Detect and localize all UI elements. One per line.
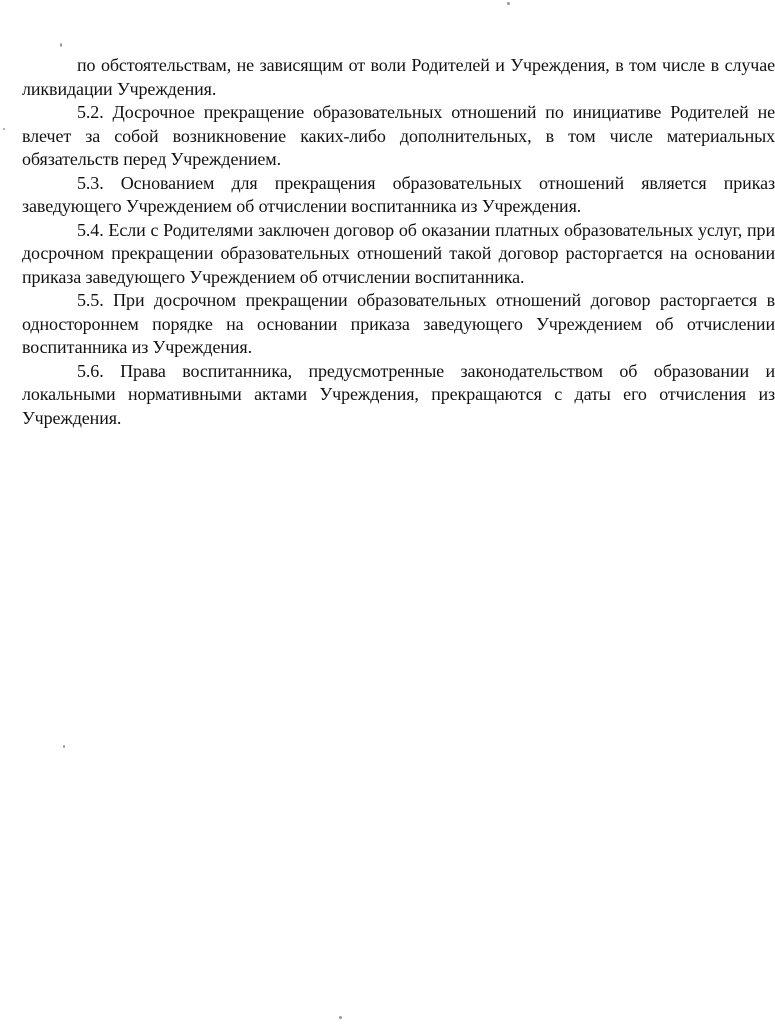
scan-speck: [507, 2, 510, 5]
paragraph-5-4: 5.4. Если с Родителями заключен договор об оказании платных образовательных услуг, при досрочном прекращении образовательных отношений такой договор расторгается на основании приказа заведующего Учреждением об отчислении воспитанника.: [22, 219, 775, 287]
paragraph-5-2: 5.2. Досрочное прекращение образовательных отношений по инициативе Родителей не влечет за собой возникновение каких-либо дополнительных, в том числе материальных обязательств перед Учреждением.: [22, 102, 775, 169]
scan-speck: [339, 1016, 342, 1019]
paragraph-continuation: по обстоятельствам, не зависящим от воли Родителей и Учреждения, в том числе в случае ликвидации Учреждения.: [22, 55, 775, 99]
scan-speck: [60, 43, 62, 47]
scan-speck: [63, 745, 65, 748]
paragraph-5-3: 5.3. Основанием для прекращения образовательных отношений является приказ заведующего Учреждением об отчислении воспитанника из Учреждения.: [22, 172, 775, 216]
paragraph-5-6: 5.6. Права воспитанника, предусмотренные законодательством об образовании и локальными нормативными актами Учреждения, прекращаются с даты его отчисления из Учреждения.: [22, 360, 775, 428]
document-body: [22, 54, 775, 430]
paragraph-5-5: 5.5. При досрочном прекращении образовательных отношений договор расторгается в одностороннем порядке на основании приказа заведующего Учреждением об отчислении воспитанника из Учреждения.: [22, 290, 775, 357]
scan-speck: [3, 128, 5, 130]
